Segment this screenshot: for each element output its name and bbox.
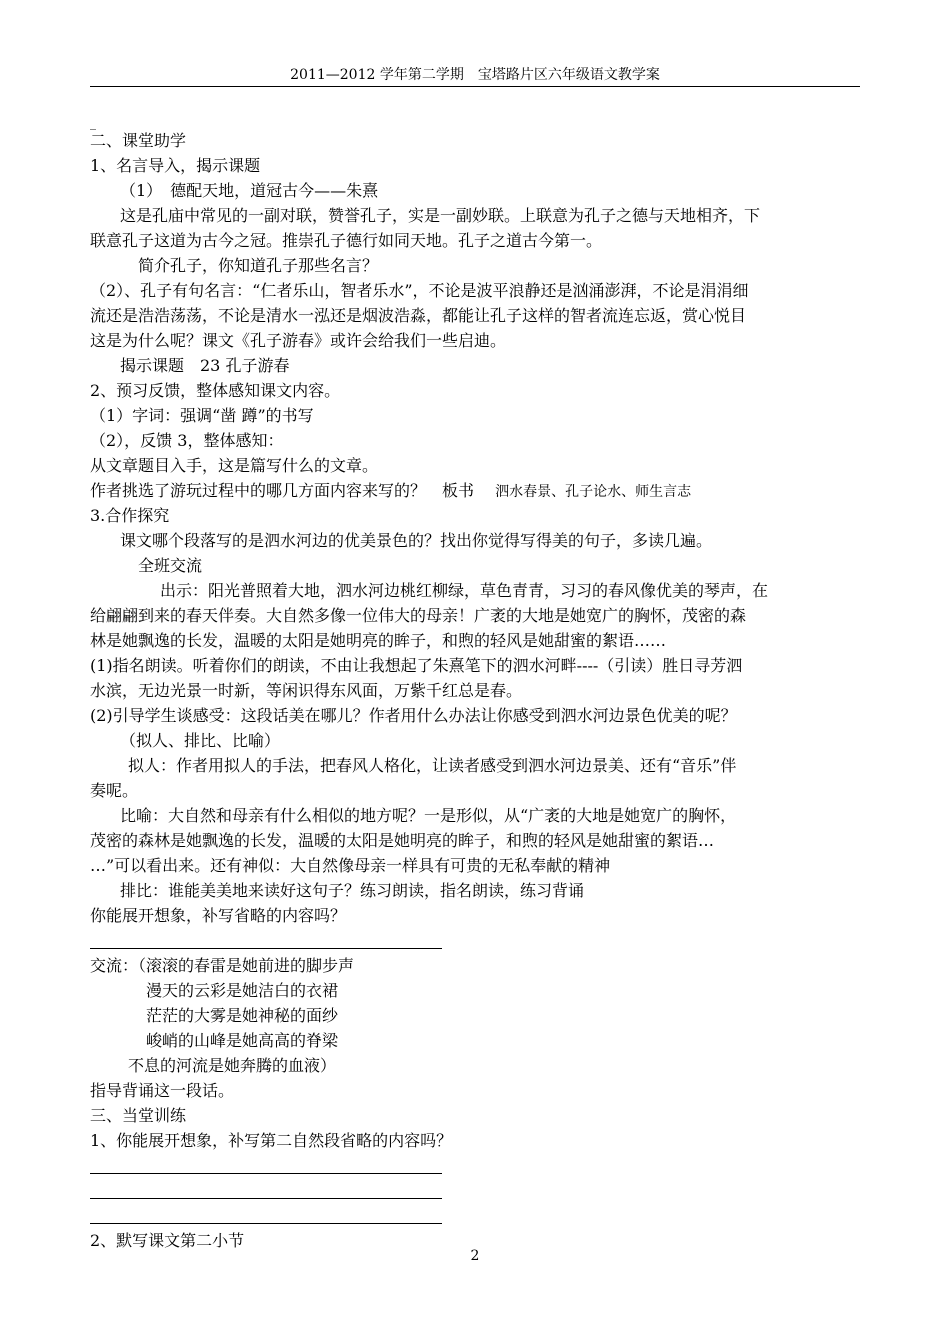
- fill-in-line: [90, 1153, 870, 1178]
- answer-blank[interactable]: [206, 932, 326, 949]
- answer-blank[interactable]: [326, 932, 442, 949]
- header-divider: [90, 86, 860, 87]
- paragraph-line: 课文哪个段落写的是泗水河边的优美景色的？找出你觉得写得美的句子，多读几遍。: [120, 531, 713, 550]
- paragraph-line: 排比：谁能美美地来读好这句子？练习朗读，指名朗读，练习背诵: [120, 881, 585, 900]
- subheading-2: 2、预习反馈，整体感知课文内容。: [90, 381, 341, 400]
- paragraph-line: 全班交流: [138, 556, 203, 575]
- answer-blank[interactable]: [326, 1207, 442, 1224]
- poem-line: 漫天的云彩是她洁白的衣裙: [146, 981, 339, 1000]
- paragraph-line: 水滨，无边光景一时新，等闲识得东风面，万紫千红总是春。: [90, 681, 523, 700]
- paragraph-line: 比喻：大自然和母亲有什么相似的地方呢？一是形似，从“广袤的大地是她宽广的胸怀，: [120, 806, 737, 825]
- poem-line: 茫茫的大雾是她神秘的面纱: [146, 1006, 339, 1025]
- page-header: 2011—2012 学年第二学期 宝塔路片区六年级语文教学案: [290, 67, 660, 83]
- answer-blank[interactable]: [90, 1157, 206, 1174]
- subheading-3: 3.合作探究: [90, 506, 170, 525]
- paragraph-line: 2、默写课文第二小节: [90, 1231, 245, 1250]
- section-heading-3: 三、当堂训练: [90, 1106, 187, 1125]
- page-number: 2: [470, 1248, 480, 1264]
- paragraph-line: 出示：阳光普照着大地，泗水河边桃红柳绿，草色青青，习习的春风像优美的琴声，在: [160, 581, 769, 600]
- paragraph-line: 流还是浩浩荡荡，不论是清水一泓还是烟波浩淼，都能让孔子这样的智者流连忘返，赏心悦目: [90, 306, 747, 325]
- answer-blank[interactable]: [90, 1182, 206, 1199]
- answer-blank[interactable]: [326, 1182, 442, 1199]
- paragraph-line: （2）、孔子有句名言：“仁者乐山，智者乐水”，不论是波平浪静还是汹涌澎湃，不论是涓涓细: [90, 281, 749, 300]
- paragraph-line: …”可以看出来。还有神似：大自然像母亲一样具有可贵的无私奉献的精神: [90, 856, 611, 875]
- subheading-1: 1、名言导入，揭示课题: [90, 156, 261, 175]
- answer-blank[interactable]: [206, 1207, 326, 1224]
- paragraph-line: 1、你能展开想象，补写第二自然段省略的内容吗？: [90, 1131, 453, 1150]
- answer-blank[interactable]: [206, 1157, 326, 1174]
- paragraph-line: [90, 478, 870, 503]
- paragraph-line: 交流：（滚滚的春雷是她前进的脚步声: [90, 956, 355, 975]
- paragraph-line: 给翩翩到来的春天伴奏。大自然多像一位伟大的母亲！广袤的大地是她宽广的胸怀，茂密的森: [90, 606, 747, 625]
- paragraph-line: (1)指名朗读。听着你们的朗读，不由让我想起了朱熹笔下的泗水河畔----（引读）胜日寻芳泗: [90, 656, 743, 675]
- paragraph-line: 林是她飘逸的长发，温暖的太阳是她明亮的眸子，和煦的轻风是她甜蜜的絮语……: [90, 631, 667, 650]
- paragraph-line: （2），反馈 3，整体感知：: [90, 431, 284, 450]
- paragraph-line: 这是为什么呢？课文《孔子游春》或许会给我们一些启迪。: [90, 331, 507, 350]
- answer-blank[interactable]: [326, 1157, 442, 1174]
- paragraph-line: 奏呢。: [90, 781, 139, 800]
- stray-mark: _: [90, 116, 96, 130]
- paragraph-line: （1）字词：强调“凿 蹲”的书写: [90, 406, 314, 425]
- answer-blank[interactable]: [90, 1207, 206, 1224]
- paragraph-line: 这是孔庙中常见的一副对联，赞誉孔子，实是一副妙联。上联意为孔子之德与天地相齐，下: [120, 206, 761, 225]
- fill-in-line: [90, 928, 870, 953]
- document-body: [90, 118, 870, 1253]
- paragraph-line: 拟人：作者用拟人的手法，把春风人格化，让读者感受到泗水河边景美、还有“音乐”伴: [128, 756, 737, 775]
- answer-blank[interactable]: [206, 1182, 326, 1199]
- fill-in-line: [90, 1203, 870, 1228]
- paragraph-line: 你能展开想象，补写省略的内容吗？: [90, 906, 347, 925]
- paragraph-line: 从文章题目入手，这是篇写什么的文章。: [90, 456, 379, 475]
- lesson-title-line: 揭示课题 23 孔子游春: [120, 356, 290, 375]
- paragraph-line: (2)引导学生谈感受：这段话美在哪儿？作者用什么办法让你感受到泗水河边景色优美的呢？: [90, 706, 737, 725]
- answer-blank[interactable]: [90, 932, 206, 949]
- paragraph-line: 联意孔子这道为古今之冠。推崇孔子德行如同天地。孔子之道古今第一。: [90, 231, 603, 250]
- paragraph-line: 茂密的森林是她飘逸的长发，温暖的太阳是她明亮的眸子，和煦的轻风是她甜蜜的絮语…: [90, 831, 715, 850]
- question-text: 作者挑选了游玩过程中的哪几方面内容来写的？ 板书: [90, 481, 475, 500]
- section-heading-2: 二、课堂助学: [90, 131, 187, 150]
- paragraph-line: （拟人、排比、比喻）: [120, 731, 281, 750]
- poem-line: 峻峭的山峰是她高高的脊梁: [146, 1031, 339, 1050]
- fill-in-line: [90, 1178, 870, 1203]
- board-notes: 泗水春景、孔子论水、师生言志: [495, 484, 692, 500]
- poem-line: 不息的河流是她奔腾的血液）: [128, 1056, 337, 1075]
- paragraph-line: 指导背诵这一段话。: [90, 1081, 235, 1100]
- paragraph-line: 简介孔子，你知道孔子那些名言？: [138, 256, 379, 275]
- quote-line: （1） 德配天地，道冠古今——朱熹: [120, 181, 379, 200]
